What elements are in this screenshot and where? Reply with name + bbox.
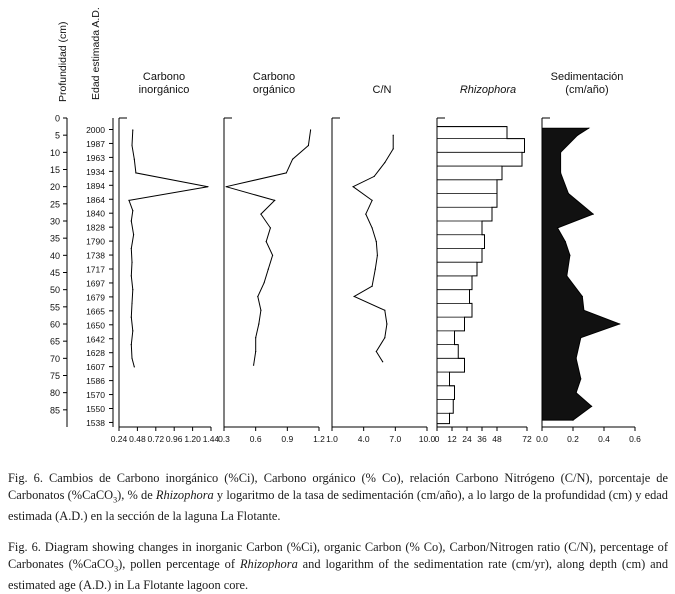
data-point: [560, 172, 561, 173]
data-point: [226, 186, 227, 187]
data-point: [258, 323, 259, 324]
depth-tick-label: 75: [49, 371, 60, 381]
age-label: 1642: [86, 334, 105, 345]
data-point: [372, 227, 373, 228]
data-point: [131, 145, 132, 146]
data-point: [292, 159, 293, 160]
age-label: 1550: [86, 404, 105, 414]
data-point: [377, 255, 378, 256]
data-point: [207, 186, 208, 187]
data-point: [576, 392, 577, 393]
panel-3: [435, 84, 532, 444]
data-point: [593, 214, 594, 215]
data-point: [372, 286, 373, 287]
data-point: [576, 358, 577, 359]
data-point: [565, 241, 566, 242]
data-point: [131, 358, 132, 359]
data-point: [583, 310, 584, 311]
age-label: 1679: [86, 292, 105, 303]
age-label: 1738: [86, 250, 105, 261]
panel-title: Carbono: [252, 71, 296, 83]
x-tick-label: 1.44: [202, 434, 220, 444]
data-point: [286, 172, 287, 173]
x-tick-label: 36: [477, 434, 487, 444]
age-label: 1607: [86, 362, 105, 373]
depth-tick-label: 55: [49, 302, 60, 313]
depth-tick-label: 85: [49, 405, 60, 416]
data-point: [375, 268, 376, 269]
x-tick-label: 10.0: [418, 434, 436, 444]
data-point: [393, 148, 394, 149]
panel-title: C/N: [372, 84, 392, 96]
data-point: [132, 210, 133, 211]
data-point: [253, 365, 254, 366]
data-point: [131, 303, 132, 304]
depth-tick-label: 70: [49, 353, 60, 364]
data-point: [255, 351, 256, 352]
data-point: [131, 262, 132, 263]
x-tick-label: 4.0: [357, 434, 370, 444]
depth-tick-label: 50: [49, 285, 60, 296]
panel-title: Carbono: [142, 71, 186, 83]
series-line: [226, 130, 311, 365]
x-tick-label: 0.6: [249, 434, 262, 444]
data-point: [135, 172, 136, 173]
caption-english: Fig. 6. Diagram showing changes in inorganic Carbon (%Ci), organic Carbon (% Co), Carbon/Nitrogen ratio (C/N), percentage of Carbonates (%CaCO$_3$), pollen percentage of Rhizophora and logarithm of the sedimentation rate (cm/yr), along depth (cm) and estimated age (A.D.) in La Flotante lagoon core.: [8, 540, 669, 593]
x-tick-label: 0.72: [147, 434, 165, 444]
data-point: [591, 406, 592, 407]
data-point: [393, 135, 394, 136]
age-axis-label: Edad estimada A.D.: [90, 7, 102, 100]
x-tick-label: 12: [447, 434, 457, 444]
panel-4: [536, 71, 641, 444]
age-label: 1963: [86, 152, 105, 163]
data-point: [257, 296, 258, 297]
data-point: [569, 255, 570, 256]
caption-spanish: Fig. 6. Cambios de Carbono inorgánico (%Ci), Carbono orgánico (% Co), relación Carbono Nitrógeno (C/N), porcentaje de Carbonatos (%CaCO$_3$), % de Rhizophora y logaritmo de la tasa de sedimentación (cm/año), a lo largo de la profundidad (cm) y edad estimada (A.D.) en la sección de la laguna La Flotante.: [8, 471, 668, 524]
x-tick-label: 0.6: [629, 434, 641, 444]
data-point: [560, 152, 561, 153]
depth-tick-label: 40: [49, 250, 60, 261]
data-point: [270, 227, 271, 228]
data-point: [255, 337, 256, 338]
data-point: [619, 323, 620, 324]
data-point: [132, 129, 133, 130]
data-point: [131, 344, 132, 345]
depth-tick-label: 5: [54, 130, 60, 141]
data-point: [588, 128, 589, 129]
data-point: [582, 296, 583, 297]
data-point: [566, 275, 567, 276]
age-label: 1628: [86, 348, 105, 359]
data-point: [131, 220, 132, 221]
age-label: 1586: [86, 376, 105, 387]
x-tick-label: 0.2: [567, 434, 579, 444]
data-point: [386, 323, 387, 324]
age-label: 1790: [86, 236, 105, 247]
age-label: 1538: [86, 417, 105, 428]
x-tick-label: 1.0: [326, 434, 338, 444]
x-tick-label: 0.96: [165, 434, 183, 444]
data-point: [572, 420, 573, 421]
depth-tick-label: 65: [49, 336, 60, 347]
data-point: [308, 145, 309, 146]
age-label: 1894: [86, 180, 105, 191]
data-point: [580, 337, 581, 338]
age-axis: [86, 7, 113, 428]
x-tick-label: 24: [462, 434, 472, 444]
panel-title: Sedimentación: [550, 71, 624, 83]
data-point: [384, 162, 385, 163]
age-label: 1665: [86, 306, 105, 317]
panel-2: [326, 84, 435, 444]
depth-tick-label: 20: [49, 182, 60, 193]
x-tick-label: 0.3: [218, 434, 230, 444]
data-point: [131, 248, 132, 249]
series-line: [353, 135, 393, 362]
age-label: 2000: [86, 125, 105, 135]
x-tick-label: 1.2: [313, 434, 325, 444]
data-point: [382, 361, 383, 362]
data-point: [376, 351, 377, 352]
panel-1: [218, 71, 325, 444]
depth-tick-label: 35: [49, 233, 60, 244]
age-label: 1987: [86, 138, 105, 149]
data-point: [131, 275, 132, 276]
age-label: 1934: [86, 166, 105, 177]
series-line: [129, 130, 208, 367]
rhizophora-outline: [437, 127, 525, 424]
age-label: 1570: [86, 390, 105, 401]
x-tick-label: 0.24: [110, 434, 128, 444]
panel-title: inorgánico: [138, 84, 190, 96]
data-point: [268, 268, 269, 269]
data-point: [260, 310, 261, 311]
data-point: [274, 200, 275, 201]
x-tick-label: 7.0: [389, 434, 402, 444]
sedimentation-area: [542, 128, 620, 420]
data-point: [310, 129, 311, 130]
depth-tick-label: 25: [49, 199, 60, 210]
data-point: [134, 159, 135, 160]
data-point: [376, 241, 377, 242]
depth-tick-label: 0: [54, 113, 60, 124]
depth-tick-label: 80: [49, 388, 60, 399]
data-point: [133, 234, 134, 235]
panel-title: Rhizophora: [459, 84, 517, 96]
depth-tick-label: 10: [49, 147, 60, 158]
age-label: 1864: [86, 194, 105, 205]
depth-tick-label: 15: [49, 165, 60, 175]
x-tick-label: 72: [522, 434, 532, 444]
profile-panels: [111, 71, 641, 444]
age-label: 1840: [86, 208, 105, 219]
panel-title: (cm/año): [565, 84, 609, 96]
data-point: [260, 214, 261, 215]
panel-title: orgánico: [252, 84, 296, 96]
data-point: [272, 255, 273, 256]
age-label: 1650: [86, 320, 105, 331]
x-tick-label: 48: [492, 434, 502, 444]
data-point: [134, 366, 135, 367]
data-point: [354, 296, 355, 297]
x-tick-label: 0.4: [598, 434, 610, 444]
data-point: [568, 193, 569, 194]
x-tick-label: 0: [434, 434, 440, 444]
x-tick-label: 0.48: [129, 434, 146, 444]
depth-axis: [50, 21, 69, 427]
depth-tick-label: 30: [49, 216, 60, 227]
data-point: [132, 289, 133, 290]
data-point: [266, 241, 267, 242]
data-point: [384, 310, 385, 311]
data-point: [557, 227, 558, 228]
data-point: [131, 317, 132, 318]
data-point: [132, 330, 133, 331]
x-tick-label: 0.0: [536, 434, 548, 444]
age-label: 1828: [86, 222, 105, 233]
age-label: 1717: [86, 264, 105, 275]
data-point: [353, 186, 354, 187]
depth-tick-label: 60: [49, 319, 60, 330]
depth-tick-label: 45: [49, 268, 60, 278]
data-point: [384, 337, 385, 338]
data-point: [580, 378, 581, 379]
age-label: 1697: [86, 278, 105, 289]
data-point: [372, 200, 373, 201]
x-tick-label: 1.20: [184, 434, 201, 444]
depth-axis-label: Profundidad (cm): [57, 21, 69, 102]
panel-0: [111, 71, 220, 444]
data-point: [365, 214, 366, 215]
data-point: [577, 135, 578, 136]
data-point: [374, 176, 375, 177]
data-point: [128, 200, 129, 201]
x-tick-label: 0.9: [281, 434, 294, 444]
data-point: [264, 282, 265, 283]
